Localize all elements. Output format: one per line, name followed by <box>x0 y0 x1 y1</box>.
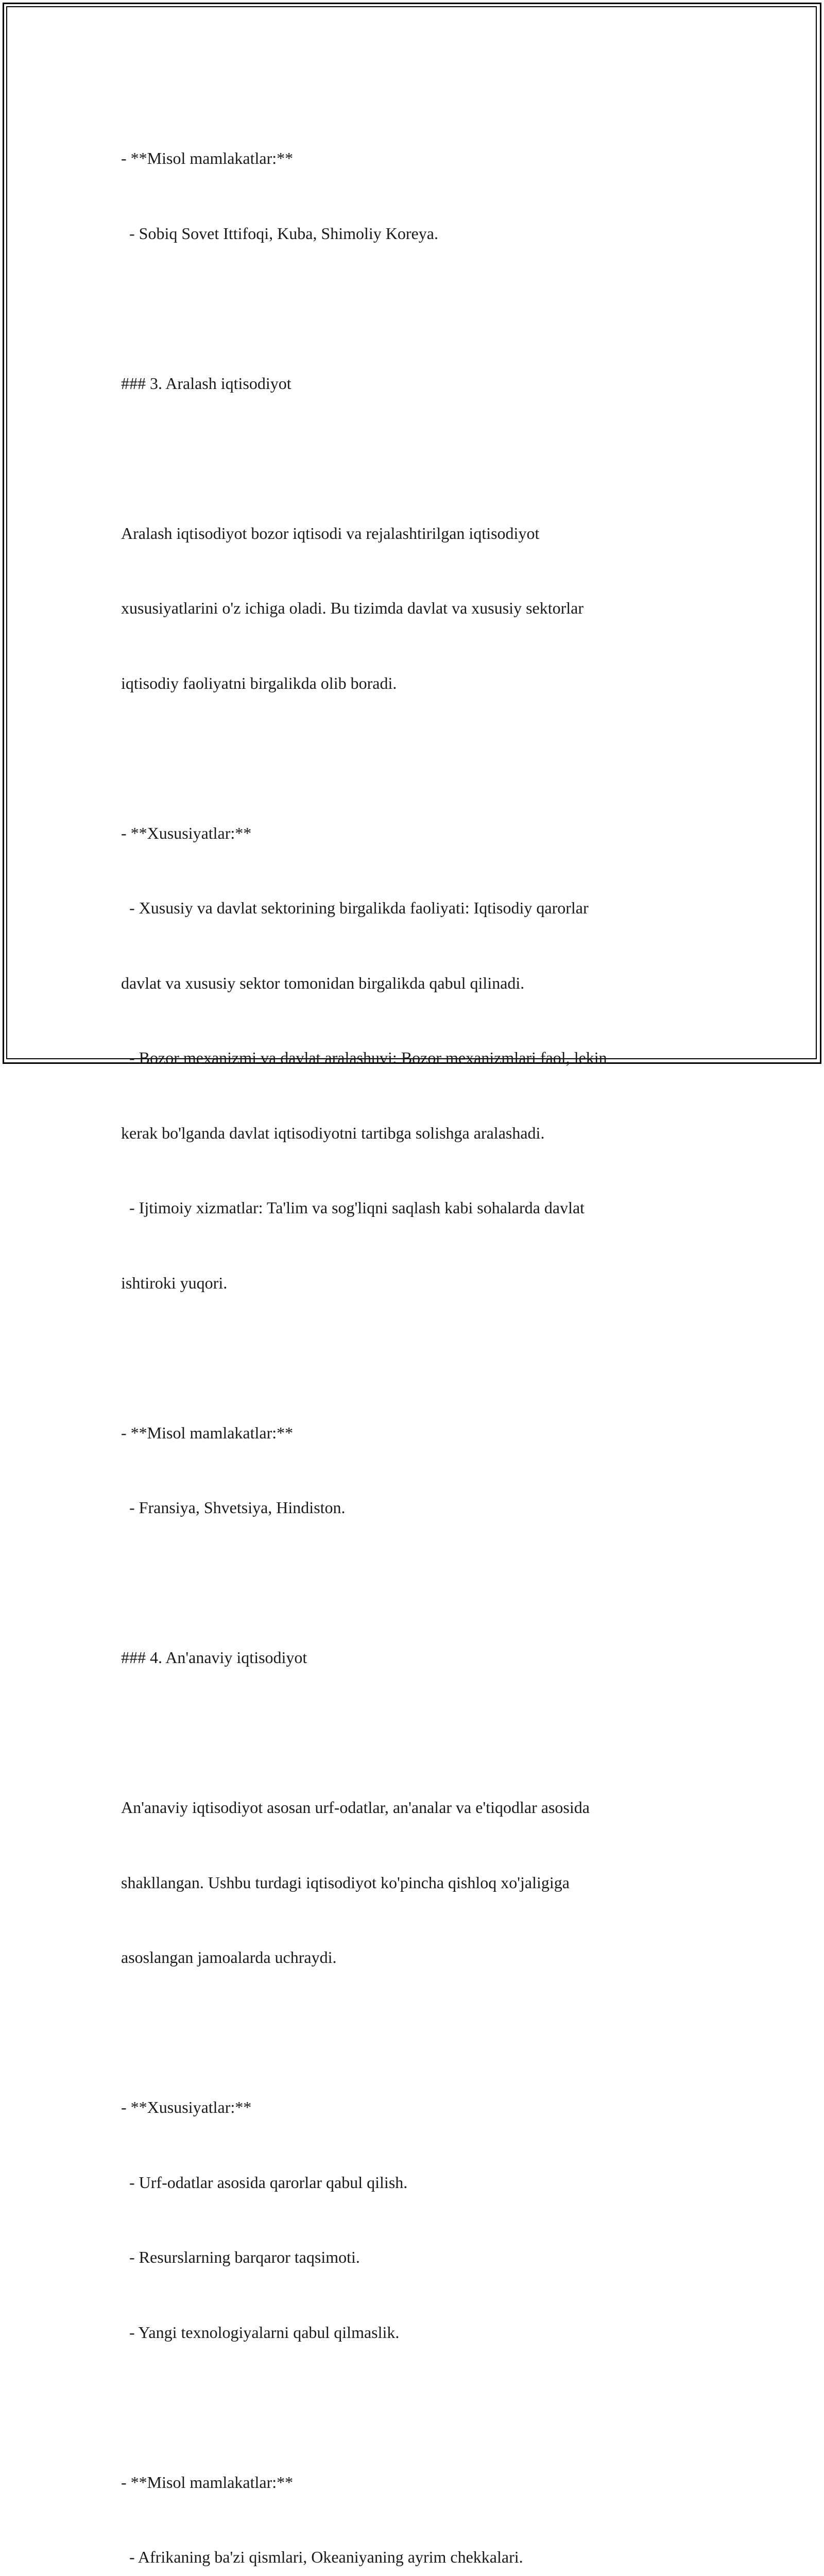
blank-line <box>121 1720 708 1745</box>
blank-line <box>121 1345 708 1370</box>
text-line: - Resurslarning barqaror taqsimoti. <box>121 2248 360 2266</box>
text-line: ishtiroki yuqori. <box>121 1273 228 1292</box>
text-line: - Urf-odatlar asosida qarorlar qabul qilish. <box>121 2173 408 2192</box>
text-line: kerak bo'lganda davlat iqtisodiyotni tartibga solishga aralashadi. <box>121 1123 545 1142</box>
text-line: - **Xususiyatlar:** <box>121 2098 252 2116</box>
text-line: - Afrikaning ba'zi qismlari, Okeaniyaning ayrim chekkalari. <box>121 2548 523 2566</box>
text-line: iqtisodiy faoliyatni birgalikda olib boradi. <box>121 673 397 692</box>
text-line: - Fransiya, Shvetsiya, Hindiston. <box>121 1498 346 1517</box>
text-line: An'anaviy iqtisodiyot asosan urf-odatlar, an'analar va e'tiqodlar asosida <box>121 1798 590 1817</box>
text-line: xususiyatlarini o'z ichiga oladi. Bu tizimda davlat va xususiy sektorlar <box>121 599 584 617</box>
section-heading: ### 4. An'anaviy iqtisodiyot <box>121 1648 307 1667</box>
text-line: - Xususiy va davlat sektorining birgalikda faoliyati: Iqtisodiy qarorlar <box>121 899 589 917</box>
blank-line <box>121 2020 708 2045</box>
text-line: - **Misol mamlakatlar:** <box>121 149 294 167</box>
text-line: Aralash iqtisodiyot bozor iqtisodi va rejalashtirilgan iqtisodiyot <box>121 523 540 543</box>
blank-line <box>121 446 708 471</box>
text-line: - **Misol mamlakatlar:** <box>121 2472 294 2492</box>
section-heading: ### 3. Aralash iqtisodiyot <box>121 374 291 393</box>
text-line: asoslangan jamoalarda uchraydi. <box>121 1948 337 1967</box>
blank-line <box>121 2395 708 2420</box>
text-line: - **Xususiyatlar:** <box>121 823 252 842</box>
text-line: - Bozor mexanizmi va davlat aralashuvi: Bozor mexanizmlari faol, lekin <box>121 1048 607 1067</box>
text-line: - **Misol mamlakatlar:** <box>121 1423 294 1442</box>
text-line: - Ijtimoiy xizmatlar: Ta'lim va sog'liqni saqlash kabi sohalarda davlat <box>121 1198 585 1217</box>
blank-line <box>121 296 708 321</box>
document-text <box>121 96 708 2576</box>
text-line: - Sobiq Sovet Ittifoqi, Kuba, Shimoliy Koreya. <box>121 224 438 243</box>
text-line: - Yangi texnologiyalarni qabul qilmaslik. <box>121 2323 400 2342</box>
blank-line <box>121 745 708 771</box>
text-line: davlat va xususiy sektor tomonidan birgalikda qabul qilinadi. <box>121 973 525 992</box>
blank-line <box>121 1570 708 1596</box>
text-line: shakllangan. Ushbu turdagi iqtisodiyot ko'pincha qishloq xo'jaligiga <box>121 1873 570 1892</box>
